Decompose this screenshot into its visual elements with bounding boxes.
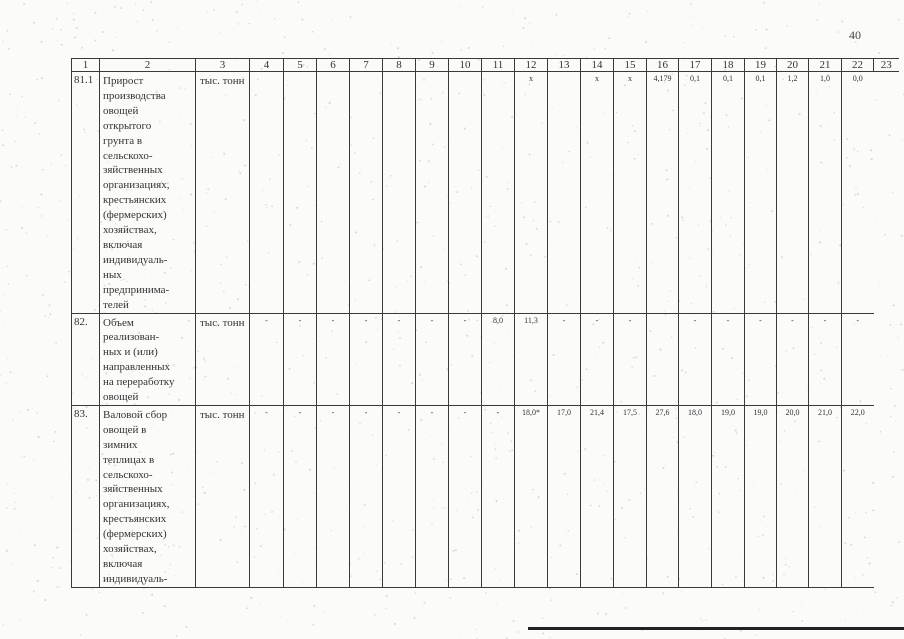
indicator-name-line: зимних <box>103 438 138 451</box>
value-cell: 21,4 <box>581 405 614 587</box>
indicator-name-line: организациях, <box>103 179 170 192</box>
value-cell <box>548 72 581 314</box>
column-header: 4 <box>250 59 284 72</box>
indicator-name-line: индивидуаль- <box>103 253 168 266</box>
column-header: 6 <box>317 59 350 72</box>
column-header: 14 <box>581 59 614 72</box>
column-header: 10 <box>449 59 482 72</box>
value-cell: 0,1 <box>712 72 745 314</box>
value-cell <box>416 72 449 314</box>
value-cell: - <box>614 313 647 405</box>
value-cell: x <box>515 72 548 314</box>
value-cell <box>284 72 317 314</box>
indicator-name <box>100 72 196 314</box>
indicator-name-line: овощей <box>103 391 139 404</box>
indicator-name-line: Объем <box>103 316 134 329</box>
indicator-name-line: крестьянских <box>103 194 167 207</box>
value-cell: 17,5 <box>614 405 647 587</box>
value-cell: - <box>449 313 482 405</box>
table-row <box>72 405 899 587</box>
indicator-name-line: зяйственных <box>103 164 163 177</box>
indicator-name-line: организациях, <box>103 498 170 511</box>
value-cell: 18,0 <box>679 405 712 587</box>
value-cell: - <box>777 313 809 405</box>
column-header: 8 <box>383 59 416 72</box>
unit: тыс. тонн <box>196 72 250 314</box>
column-header: 9 <box>416 59 449 72</box>
value-cell: - <box>383 313 416 405</box>
value-cell: 21,0 <box>809 405 842 587</box>
indicator-name-line: хозяйствах, <box>103 224 157 237</box>
value-cell: - <box>712 313 745 405</box>
column-header: 1 <box>72 59 100 72</box>
value-cell: - <box>350 405 383 587</box>
indicator-name-line: Валовой сбор <box>103 408 168 421</box>
indicator-name <box>100 405 196 587</box>
indicator-name-line: ных <box>103 268 122 281</box>
column-header: 23 <box>874 59 899 72</box>
value-cell: - <box>284 405 317 587</box>
column-header: 22 <box>842 59 874 72</box>
value-cell: 11,3 <box>515 313 548 405</box>
column-header: 15 <box>614 59 647 72</box>
value-cell: 22,0 <box>842 405 874 587</box>
value-cell: - <box>745 313 777 405</box>
indicator-name-line: ных и (или) <box>103 346 158 359</box>
value-cell: 0,0 <box>842 72 874 314</box>
value-cell: - <box>317 313 350 405</box>
column-header: 2 <box>100 59 196 72</box>
column-header: 17 <box>679 59 712 72</box>
page-number: 40 <box>849 28 861 42</box>
value-cell: x <box>581 72 614 314</box>
value-cell <box>317 72 350 314</box>
indicator-name-line: предпринима- <box>103 283 170 296</box>
unit: тыс. тонн <box>196 313 250 405</box>
value-cell: - <box>842 313 874 405</box>
indicator-name-line: теплицах в <box>103 453 155 466</box>
bottom-rule <box>528 627 904 630</box>
indicator-name-line: сельскохо- <box>103 468 153 481</box>
header-row <box>72 59 899 72</box>
indicator-name-line: Прирост <box>103 75 144 87</box>
value-cell: - <box>250 313 284 405</box>
column-header: 3 <box>196 59 250 72</box>
indicator-name-line: реализован- <box>103 331 160 344</box>
column-header: 21 <box>809 59 842 72</box>
indicator-name-line: грунта в <box>103 134 143 147</box>
indicator-name-line: включая <box>103 558 143 570</box>
column-header: 13 <box>548 59 581 72</box>
value-cell: 20,0 <box>777 405 809 587</box>
value-cell: - <box>482 405 515 587</box>
row-number: 81.1 <box>72 72 100 314</box>
indicator-name-line: зяйственных <box>103 483 163 496</box>
value-cell: 4,179 <box>647 72 679 314</box>
value-cell: - <box>350 313 383 405</box>
table-row <box>72 72 899 314</box>
value-cell <box>250 72 284 314</box>
table-row <box>72 313 899 405</box>
column-header: 7 <box>350 59 383 72</box>
value-cell: - <box>250 405 284 587</box>
value-cell: - <box>383 405 416 587</box>
data-table-wrap <box>71 58 899 588</box>
indicator-name-line: овощей <box>103 104 139 117</box>
value-cell: 1,0 <box>809 72 842 314</box>
value-cell: 0,1 <box>745 72 777 314</box>
indicator-name-line: открытого <box>103 119 152 132</box>
indicator-name-line: (фермерских) <box>103 528 167 541</box>
value-cell: 27,6 <box>647 405 679 587</box>
value-cell: 18,0* <box>515 405 548 587</box>
value-cell: 19,0 <box>712 405 745 587</box>
value-cell <box>350 72 383 314</box>
value-cell: - <box>548 313 581 405</box>
indicator-name-line: овощей в <box>103 423 147 436</box>
column-header: 20 <box>777 59 809 72</box>
value-cell: - <box>449 405 482 587</box>
value-cell <box>482 72 515 314</box>
indicator-name-line: (фермерских) <box>103 209 167 222</box>
value-cell: 1,2 <box>777 72 809 314</box>
data-table <box>71 58 899 588</box>
value-cell: - <box>416 313 449 405</box>
value-cell: 0,1 <box>679 72 712 314</box>
value-cell: - <box>416 405 449 587</box>
value-cell: - <box>809 313 842 405</box>
indicator-name-line: хозяйствах, <box>103 543 157 556</box>
value-cell: x <box>614 72 647 314</box>
indicator-name-line: индивидуаль- <box>103 572 168 585</box>
column-header: 11 <box>482 59 515 72</box>
value-cell: - <box>284 313 317 405</box>
value-cell: 17,0 <box>548 405 581 587</box>
value-cell: - <box>317 405 350 587</box>
unit: тыс. тонн <box>196 405 250 587</box>
column-header: 16 <box>647 59 679 72</box>
indicator-name-line: на переработку <box>103 376 175 389</box>
value-cell: 19,0 <box>745 405 777 587</box>
column-header: 18 <box>712 59 745 72</box>
indicator-name-line: телей <box>103 298 129 311</box>
indicator-name-line: направленных <box>103 361 170 374</box>
indicator-name-line: включая <box>103 238 143 251</box>
value-cell <box>449 72 482 314</box>
indicator-name-line: производства <box>103 89 166 102</box>
value-cell: 8,0 <box>482 313 515 405</box>
value-cell: - <box>581 313 614 405</box>
indicator-name-line: сельскохо- <box>103 149 153 162</box>
column-header: 12 <box>515 59 548 72</box>
column-header: 19 <box>745 59 777 72</box>
row-number: 83. <box>72 405 100 587</box>
indicator-name <box>100 313 196 405</box>
indicator-name-line: крестьянских <box>103 513 167 526</box>
column-header: 5 <box>284 59 317 72</box>
value-cell <box>647 313 679 405</box>
row-number: 82. <box>72 313 100 405</box>
value-cell: - <box>679 313 712 405</box>
value-cell <box>383 72 416 314</box>
